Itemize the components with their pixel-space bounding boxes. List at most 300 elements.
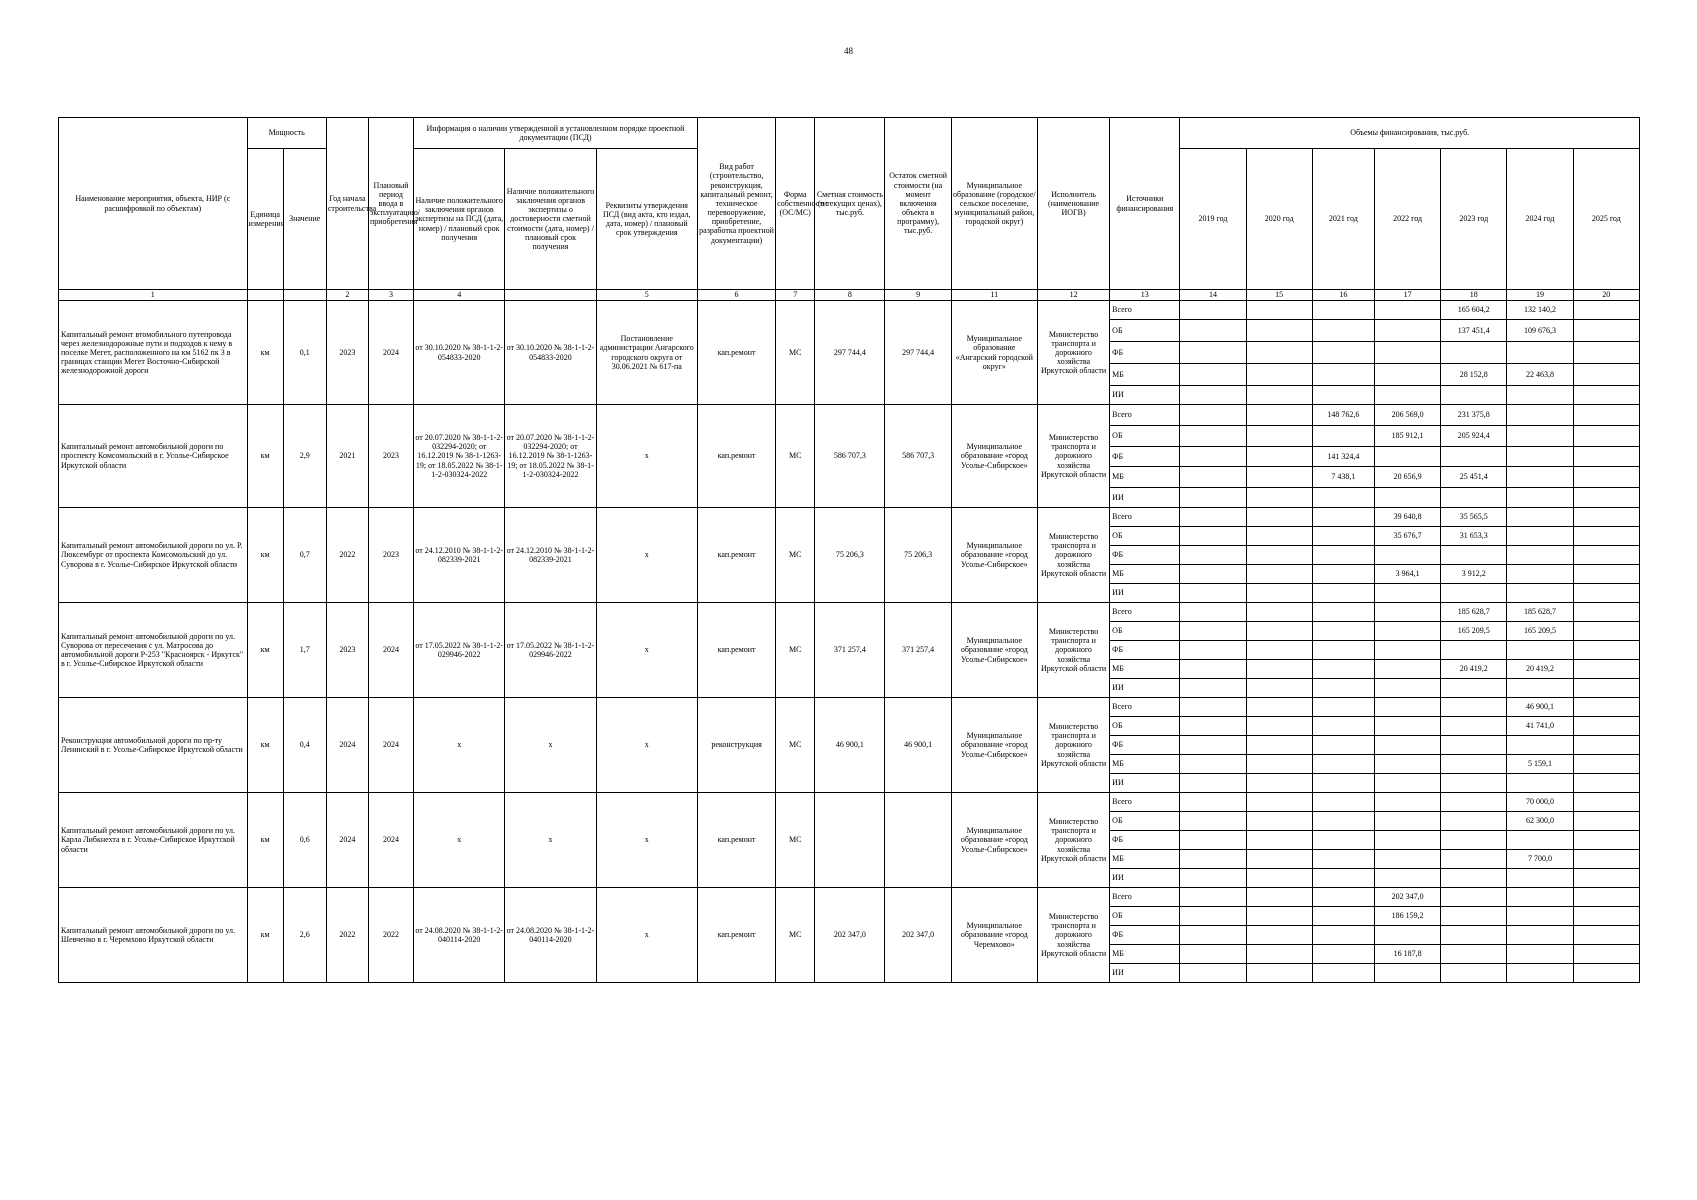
financing-amount: 3 912,2	[1441, 565, 1507, 584]
financing-amount	[1180, 364, 1246, 386]
financing-amount	[1441, 812, 1507, 831]
financing-amount	[1374, 660, 1440, 679]
financing-amount	[1441, 793, 1507, 812]
funding-source-label: МБ	[1110, 945, 1180, 964]
financing-amount	[1312, 755, 1374, 774]
funding-source-label: МБ	[1110, 850, 1180, 869]
object-name: Капитальный ремонт автомобильной дороги по ул. Р. Люксембург от проспекта Комсомольский до ул. Суворова в г. Усолье-Сибирское Иркутской области	[59, 508, 248, 603]
financing-amount	[1573, 622, 1639, 641]
financing-amount: 141 324,4	[1312, 447, 1374, 467]
start-year-cell: 2021	[326, 405, 368, 508]
financing-amount	[1312, 679, 1374, 698]
table-row	[59, 301, 1640, 320]
psd-expertise-cell: от 17.05.2022 № 38-1-1-2-029946-2022	[414, 603, 505, 698]
funding-source-label: ФБ	[1110, 641, 1180, 660]
header-start-year: Год начала строительства	[326, 118, 368, 290]
value-cell: 1,7	[283, 603, 326, 698]
financing-amount	[1573, 488, 1639, 508]
executor-cell: Министерство транспорта и дорожного хозяйства Иркутской области	[1037, 301, 1109, 405]
table-row	[59, 603, 1640, 622]
unit-cell: км	[247, 603, 283, 698]
financing-amount	[1573, 736, 1639, 755]
financing-amount	[1312, 508, 1374, 527]
value-cell: 2,6	[283, 888, 326, 983]
financing-amount: 20 656,9	[1374, 467, 1440, 488]
financing-amount: 16 187,8	[1374, 945, 1440, 964]
estimated-cost-cell: 75 206,3	[815, 508, 885, 603]
header-year-2021: 2021 год	[1312, 149, 1374, 290]
financing-amount: 202 347,0	[1374, 888, 1440, 907]
column-number: 11	[951, 290, 1037, 301]
financing-amount	[1312, 342, 1374, 364]
psd-requisites-cell: х	[596, 888, 697, 983]
financing-amount	[1180, 342, 1246, 364]
financing-amount	[1374, 447, 1440, 467]
financing-amount	[1312, 364, 1374, 386]
header-year-2025: 2025 год	[1573, 149, 1639, 290]
financing-amount	[1507, 736, 1573, 755]
financing-amount	[1246, 584, 1312, 603]
financing-amount	[1573, 565, 1639, 584]
financing-amount: 28 152,8	[1441, 364, 1507, 386]
financing-amount	[1374, 342, 1440, 364]
financing-amount	[1180, 679, 1246, 698]
financing-amount	[1374, 698, 1440, 717]
financing-amount	[1246, 447, 1312, 467]
ownership-cell: МС	[776, 793, 815, 888]
financing-amount	[1246, 508, 1312, 527]
financing-amount	[1180, 755, 1246, 774]
financing-amount	[1573, 660, 1639, 679]
financing-amount	[1441, 717, 1507, 736]
object-name: Реконструкция автомобильной дороги по пр-ту Ленинский в г. Усолье-Сибирское Иркутской области	[59, 698, 248, 793]
object-name: Капитальный ремонт автомобильной дороги по ул. Карла Либкнехта в г. Усолье-Сибирское Иркутской области	[59, 793, 248, 888]
funding-source-label: ИИ	[1110, 869, 1180, 888]
financing-amount	[1374, 679, 1440, 698]
financing-amount: 31 653,3	[1441, 527, 1507, 546]
header-remain: Остаток сметной стоимости (на момент включения объекта в программу), тыс.руб.	[885, 118, 951, 290]
financing-amount	[1312, 426, 1374, 447]
financing-amount	[1507, 342, 1573, 364]
funding-source-label: МБ	[1110, 660, 1180, 679]
header-year-2019: 2019 год	[1180, 149, 1246, 290]
executor-cell: Министерство транспорта и дорожного хозяйства Иркутской области	[1037, 698, 1109, 793]
financing-amount	[1180, 488, 1246, 508]
financing-amount	[1246, 364, 1312, 386]
unit-cell: км	[247, 698, 283, 793]
header-psd-exp: Наличие положительного заключения органов экспертизы на ПСД (дата, номер) / плановый срок получения	[414, 149, 505, 290]
funding-source-label: ИИ	[1110, 386, 1180, 405]
financing-amount	[1246, 964, 1312, 983]
work-type-cell: кап.ремонт	[697, 508, 775, 603]
financing-amount	[1507, 546, 1573, 565]
financing-amount	[1180, 869, 1246, 888]
funding-source-label: ОБ	[1110, 717, 1180, 736]
table-row	[59, 698, 1640, 717]
funding-source-label: ФБ	[1110, 342, 1180, 364]
financing-amount: 41 741,0	[1507, 717, 1573, 736]
header-year-2023: 2023 год	[1441, 149, 1507, 290]
financing-amount	[1573, 755, 1639, 774]
funding-source-label: ОБ	[1110, 907, 1180, 926]
financing-amount	[1507, 508, 1573, 527]
financing-amount	[1573, 405, 1639, 426]
ownership-cell: МС	[776, 698, 815, 793]
financing-amount	[1312, 888, 1374, 907]
psd-requisites-cell: х	[596, 603, 697, 698]
header-ownership: Форма собственности (ОС/МС)	[776, 118, 815, 290]
financing-amount	[1180, 964, 1246, 983]
municipality-cell: Муниципальное образование «город Усолье-Сибирское»	[951, 603, 1037, 698]
funding-source-label: ОБ	[1110, 320, 1180, 342]
financing-amount	[1441, 888, 1507, 907]
funding-source-label: ФБ	[1110, 831, 1180, 850]
financing-amount	[1246, 755, 1312, 774]
financing-amount	[1573, 320, 1639, 342]
financing-amount	[1507, 467, 1573, 488]
financing-amount	[1441, 774, 1507, 793]
financing-amount: 148 762,6	[1312, 405, 1374, 426]
financing-amount	[1507, 565, 1573, 584]
financing-amount	[1441, 755, 1507, 774]
financing-amount	[1180, 812, 1246, 831]
header-sources: Источники финансирования	[1110, 118, 1180, 290]
column-number: 7	[776, 290, 815, 301]
financing-amount: 231 375,8	[1441, 405, 1507, 426]
column-number: 19	[1507, 290, 1573, 301]
municipality-cell: Муниципальное образование «город Усолье-Сибирское»	[951, 793, 1037, 888]
financing-amount	[1573, 301, 1639, 320]
header-value: Значение	[283, 149, 326, 290]
financing-amount	[1573, 926, 1639, 945]
column-number: 5	[596, 290, 697, 301]
financing-amount	[1573, 907, 1639, 926]
financing-amount	[1246, 888, 1312, 907]
financing-amount	[1180, 622, 1246, 641]
financing-amount	[1441, 869, 1507, 888]
financing-amount: 185 628,7	[1441, 603, 1507, 622]
psd-expertise-cell: от 30.10.2020 № 38-1-1-2-054833-2020	[414, 301, 505, 405]
financing-amount: 185 628,7	[1507, 603, 1573, 622]
financing-amount	[1180, 386, 1246, 405]
financing-amount	[1573, 641, 1639, 660]
start-year-cell: 2022	[326, 888, 368, 983]
financing-amount	[1246, 717, 1312, 736]
financing-amount	[1312, 831, 1374, 850]
financing-amount	[1180, 641, 1246, 660]
funding-source-label: Всего	[1110, 888, 1180, 907]
financing-amount	[1441, 447, 1507, 467]
financing-amount: 186 159,2	[1374, 907, 1440, 926]
financing-amount	[1246, 660, 1312, 679]
financing-amount	[1573, 584, 1639, 603]
column-number: 17	[1374, 290, 1440, 301]
municipality-cell: Муниципальное образование «Ангарский городской округ»	[951, 301, 1037, 405]
financing-amount: 3 964,1	[1374, 565, 1440, 584]
financing-amount	[1180, 736, 1246, 755]
municipality-cell: Муниципальное образование «город Усолье-Сибирское»	[951, 698, 1037, 793]
financing-amount	[1441, 488, 1507, 508]
funding-source-label: МБ	[1110, 364, 1180, 386]
header-work-type: Вид работ (строительство, реконструкция, капитальный ремонт, техническое перевооружение, приобретение, разработка проектной документации)	[697, 118, 775, 290]
financing-amount: 39 640,8	[1374, 508, 1440, 527]
funding-source-label: ФБ	[1110, 447, 1180, 467]
unit-cell: км	[247, 405, 283, 508]
header-unit: Единица измерения	[247, 149, 283, 290]
work-type-cell: кап.ремонт	[697, 405, 775, 508]
financing-amount	[1312, 386, 1374, 405]
value-cell: 0,1	[283, 301, 326, 405]
financing-amount	[1441, 698, 1507, 717]
financing-amount	[1312, 812, 1374, 831]
funding-source-label: ОБ	[1110, 426, 1180, 447]
financing-amount	[1374, 622, 1440, 641]
page-number: 48	[844, 46, 853, 56]
financing-amount	[1441, 546, 1507, 565]
financing-amount	[1180, 945, 1246, 964]
financing-amount	[1573, 869, 1639, 888]
column-number: 3	[368, 290, 413, 301]
financing-amount: 35 565,5	[1441, 508, 1507, 527]
financing-amount: 206 569,0	[1374, 405, 1440, 426]
table-row	[59, 888, 1640, 907]
financing-amount	[1441, 926, 1507, 945]
estimated-cost-cell: 202 347,0	[815, 888, 885, 983]
financing-amount	[1507, 907, 1573, 926]
financing-amount	[1374, 641, 1440, 660]
financing-amount	[1374, 755, 1440, 774]
financing-amount	[1573, 508, 1639, 527]
financing-amount	[1312, 565, 1374, 584]
column-number: 1	[59, 290, 248, 301]
financing-amount	[1180, 527, 1246, 546]
column-number: 4	[414, 290, 505, 301]
financing-amount: 205 924,4	[1441, 426, 1507, 447]
work-type-cell: кап.ремонт	[697, 301, 775, 405]
column-number	[505, 290, 596, 301]
financing-amount: 46 900,1	[1507, 698, 1573, 717]
financing-amount	[1374, 584, 1440, 603]
financing-amount	[1246, 774, 1312, 793]
financing-amount	[1180, 717, 1246, 736]
column-number: 12	[1037, 290, 1109, 301]
plan-period-cell: 2024	[368, 793, 413, 888]
funding-source-label: Всего	[1110, 603, 1180, 622]
financing-amount	[1312, 301, 1374, 320]
financing-amount	[1180, 546, 1246, 565]
financing-amount	[1180, 888, 1246, 907]
executor-cell: Министерство транспорта и дорожного хозяйства Иркутской области	[1037, 508, 1109, 603]
financing-amount	[1312, 793, 1374, 812]
funding-source-label: ФБ	[1110, 926, 1180, 945]
header-power: Мощность	[247, 118, 326, 149]
funding-source-label: ОБ	[1110, 527, 1180, 546]
column-number: 6	[697, 290, 775, 301]
header-row-1	[59, 118, 1640, 149]
executor-cell: Министерство транспорта и дорожного хозяйства Иркутской области	[1037, 603, 1109, 698]
municipality-cell: Муниципальное образование «город Черемхово»	[951, 888, 1037, 983]
header-psd-info: Информация о наличии утвержденной в установленном порядке проектной документации (ПСД)	[414, 118, 698, 149]
financing-amount	[1312, 698, 1374, 717]
financing-amount	[1374, 736, 1440, 755]
plan-period-cell: 2024	[368, 301, 413, 405]
financing-amount	[1573, 698, 1639, 717]
financing-amount	[1180, 831, 1246, 850]
financing-amount	[1246, 831, 1312, 850]
remaining-cost-cell: 371 257,4	[885, 603, 951, 698]
header-year-2020: 2020 год	[1246, 149, 1312, 290]
start-year-cell: 2023	[326, 603, 368, 698]
psd-requisites-cell: х	[596, 508, 697, 603]
financing-amount	[1246, 812, 1312, 831]
financing-amount: 25 451,4	[1441, 467, 1507, 488]
financing-amount	[1573, 342, 1639, 364]
financing-amount: 7 438,1	[1312, 467, 1374, 488]
financing-amount	[1374, 717, 1440, 736]
financing-amount	[1374, 774, 1440, 793]
financing-amount	[1573, 603, 1639, 622]
financing-amount	[1246, 679, 1312, 698]
financing-amount	[1246, 641, 1312, 660]
work-type-cell: кап.ремонт	[697, 793, 775, 888]
funding-source-label: ИИ	[1110, 488, 1180, 508]
psd-cost-cell: от 17.05.2022 № 38-1-1-2-029946-2022	[505, 603, 596, 698]
psd-requisites-cell: х	[596, 405, 697, 508]
financing-amount	[1573, 831, 1639, 850]
financing-amount	[1246, 926, 1312, 945]
psd-cost-cell: от 24.12.2010 № 38-1-1-2-082339-2021	[505, 508, 596, 603]
funding-source-label: ИИ	[1110, 584, 1180, 603]
table-row	[59, 793, 1640, 812]
financing-amount	[1573, 717, 1639, 736]
financing-amount	[1441, 679, 1507, 698]
financing-amount	[1180, 774, 1246, 793]
work-type-cell: кап.ремонт	[697, 603, 775, 698]
financing-amount	[1573, 426, 1639, 447]
financing-amount	[1246, 467, 1312, 488]
financing-amount	[1374, 869, 1440, 888]
financing-amount	[1573, 945, 1639, 964]
psd-cost-cell: от 20.07.2020 № 38-1-1-2-032294-2020; от 16.12.2019 № 38-1-1263-19; от 18.05.2022 № 38-1-1-2-030324-2022	[505, 405, 596, 508]
financing-amount	[1507, 926, 1573, 945]
column-number	[283, 290, 326, 301]
financing-amount	[1573, 812, 1639, 831]
financing-amount	[1246, 527, 1312, 546]
plan-period-cell: 2024	[368, 698, 413, 793]
financing-amount: 185 912,1	[1374, 426, 1440, 447]
start-year-cell: 2024	[326, 698, 368, 793]
financing-amount: 7 700,0	[1507, 850, 1573, 869]
financing-amount	[1246, 736, 1312, 755]
financing-amount	[1374, 386, 1440, 405]
municipality-cell: Муниципальное образование «город Усолье-Сибирское»	[951, 405, 1037, 508]
financing-amount: 70 000,0	[1507, 793, 1573, 812]
work-type-cell: кап.ремонт	[697, 888, 775, 983]
remaining-cost-cell: 586 707,3	[885, 405, 951, 508]
column-number: 9	[885, 290, 951, 301]
ownership-cell: МС	[776, 603, 815, 698]
financing-amount	[1507, 964, 1573, 983]
financing-amount: 20 419,2	[1507, 660, 1573, 679]
financing-amount	[1507, 584, 1573, 603]
financing-amount: 5 159,1	[1507, 755, 1573, 774]
estimated-cost-cell: 586 707,3	[815, 405, 885, 508]
municipality-cell: Муниципальное образование «город Усолье-Сибирское»	[951, 508, 1037, 603]
financing-amount	[1573, 964, 1639, 983]
financing-amount	[1441, 850, 1507, 869]
financing-amount	[1374, 546, 1440, 565]
financing-amount	[1246, 793, 1312, 812]
funding-source-label: Всего	[1110, 405, 1180, 426]
funding-source-label: МБ	[1110, 467, 1180, 488]
financing-amount	[1312, 717, 1374, 736]
financing-amount: 62 300,0	[1507, 812, 1573, 831]
financing-amount	[1374, 926, 1440, 945]
financing-amount	[1312, 527, 1374, 546]
column-number: 2	[326, 290, 368, 301]
psd-expertise-cell: от 24.12.2010 № 38-1-1-2-082339-2021	[414, 508, 505, 603]
remaining-cost-cell: 202 347,0	[885, 888, 951, 983]
table-row	[59, 508, 1640, 527]
financing-amount	[1374, 603, 1440, 622]
financing-amount: 109 676,3	[1507, 320, 1573, 342]
funding-source-label: МБ	[1110, 565, 1180, 584]
financing-amount: 22 463,8	[1507, 364, 1573, 386]
financing-amount	[1573, 527, 1639, 546]
header-psd-cost: Наличие положительного заключения органов экспертизы о достоверности сметной стоимости (дата, номер) / плановый срок получения	[505, 149, 596, 290]
financing-amount	[1374, 488, 1440, 508]
financing-amount	[1507, 447, 1573, 467]
financing-amount	[1180, 793, 1246, 812]
financing-amount	[1374, 812, 1440, 831]
financing-amount	[1374, 301, 1440, 320]
financing-amount	[1312, 945, 1374, 964]
plan-period-cell: 2024	[368, 603, 413, 698]
ownership-cell: МС	[776, 405, 815, 508]
financing-amount	[1180, 426, 1246, 447]
financing-amount	[1312, 850, 1374, 869]
start-year-cell: 2022	[326, 508, 368, 603]
start-year-cell: 2023	[326, 301, 368, 405]
financing-amount	[1312, 488, 1374, 508]
financing-amount	[1507, 405, 1573, 426]
funding-source-label: Всего	[1110, 301, 1180, 320]
financing-amount	[1507, 641, 1573, 660]
financing-amount	[1573, 386, 1639, 405]
financing-amount	[1441, 945, 1507, 964]
financing-amount	[1180, 926, 1246, 945]
financing-amount	[1180, 850, 1246, 869]
psd-cost-cell: х	[505, 793, 596, 888]
psd-expertise-cell: х	[414, 793, 505, 888]
financing-table	[58, 117, 1640, 983]
estimated-cost-cell: 46 900,1	[815, 698, 885, 793]
plan-period-cell: 2023	[368, 508, 413, 603]
financing-amount	[1374, 320, 1440, 342]
financing-amount: 20 419,2	[1441, 660, 1507, 679]
financing-amount	[1573, 447, 1639, 467]
header-municipality: Муниципальное образование (городское/сельское поселение, муниципальный район, городской округ)	[951, 118, 1037, 290]
financing-amount	[1441, 964, 1507, 983]
financing-amount	[1180, 698, 1246, 717]
column-number: 16	[1312, 290, 1374, 301]
financing-amount	[1507, 774, 1573, 793]
funding-source-label: ИИ	[1110, 774, 1180, 793]
funding-source-label: ФБ	[1110, 736, 1180, 755]
financing-amount	[1374, 964, 1440, 983]
financing-amount	[1180, 301, 1246, 320]
executor-cell: Министерство транспорта и дорожного хозяйства Иркутской области	[1037, 888, 1109, 983]
